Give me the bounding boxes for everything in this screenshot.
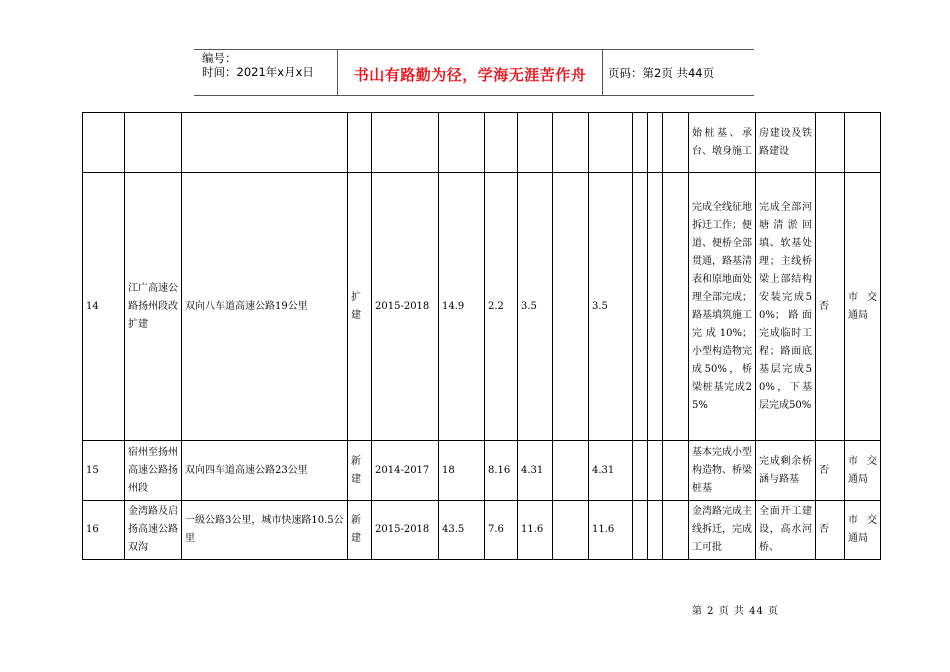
cell-total: 43.5 (439, 501, 485, 560)
cell-plan-c: 11.6 (589, 501, 633, 560)
header-bottom-rule (194, 95, 754, 96)
cell-scale: 一级公路3公里，城市快速路10.5公里 (182, 501, 348, 560)
cell-target: 全面开工建设，高水河桥、 (756, 501, 816, 560)
cell-flag: 否 (816, 441, 845, 501)
table-row (83, 173, 881, 441)
cell-plan-c (589, 113, 633, 173)
cell-plan-b (553, 113, 589, 173)
cell-blank (663, 113, 689, 173)
cell-type (348, 113, 372, 173)
cell-dept (845, 113, 881, 173)
cell-type: 新建 (348, 501, 372, 560)
cell-progress: 完成全线征地拆迁工作；便道、便桥全部贯通，路基清表和原地面处理全部完成；路基填筑施工完成10%；小型构造物完成50%，桥梁桩基完成25% (689, 173, 756, 441)
cell-blank (648, 113, 663, 173)
cell-name: 金湾路及启扬高速公路双沟 (125, 501, 182, 560)
cell-dept: 市交通局 (845, 173, 881, 441)
cell-type: 扩建 (348, 173, 372, 441)
cell-scale: 双向四车道高速公路23公里 (182, 441, 348, 501)
page-footer: 第 2 页 共 44 页 (692, 606, 779, 617)
cell-blank (663, 441, 689, 501)
cell-plan-c: 3.5 (589, 173, 633, 441)
cell-flag: 否 (816, 173, 845, 441)
cell-plan-a (518, 113, 553, 173)
cell-plan-b (553, 441, 589, 501)
cell-blank (663, 173, 689, 441)
cell-blank (648, 501, 663, 560)
cell-done: 8.16 (485, 441, 518, 501)
cell-no: 16 (83, 501, 125, 560)
header-divider-right (602, 49, 603, 96)
cell-target: 完成全部河塘清淤回填、软基处理；主线桥梁上部结构安装完成50%；路面完成临时工程；路面底基层完成50%，下基层完成50% (756, 173, 816, 441)
table-row (83, 501, 881, 560)
header-meta (202, 51, 314, 79)
serial-label: 编号： (202, 51, 237, 65)
cell-name: 江广高速公路扬州段改扩建 (125, 173, 182, 441)
page-label: 页码：第2页 共44页 (608, 66, 715, 80)
cell-dept: 市交通局 (845, 441, 881, 501)
cell-blank (633, 113, 648, 173)
cell-done: 2.2 (485, 173, 518, 441)
cell-blank (633, 501, 648, 560)
cell-period: 2014-2017 (372, 441, 439, 501)
cell-blank (648, 441, 663, 501)
cell-period: 2015-2018 (372, 173, 439, 441)
table-row-continued (83, 113, 881, 173)
cell-target: 完成剩余桥涵与路基 (756, 441, 816, 501)
cell-blank (663, 501, 689, 560)
cell-no: 15 (83, 441, 125, 501)
cell-total: 18 (439, 441, 485, 501)
cell-dept: 市交通局 (845, 501, 881, 560)
cell-total (439, 113, 485, 173)
cell-flag: 否 (816, 501, 845, 560)
cell-plan-c: 4.31 (589, 441, 633, 501)
project-table (82, 112, 881, 560)
table-row (83, 441, 881, 501)
motto: 书山有路勤为径，学海无涯苦作舟 (353, 66, 587, 84)
cell-plan-b (553, 173, 589, 441)
cell-no: 14 (83, 173, 125, 441)
page-header (194, 49, 754, 96)
cell-period (372, 113, 439, 173)
time-label: 时间：2021年x月x日 (202, 65, 314, 79)
cell-name: 宿州至扬州高速公路扬州段 (125, 441, 182, 501)
cell-blank (648, 173, 663, 441)
cell-total: 14.9 (439, 173, 485, 441)
cell-blank (633, 441, 648, 501)
header-top-rule (194, 49, 754, 50)
cell-plan-a: 4.31 (518, 441, 553, 501)
cell-progress: 基本完成小型构造物、桥梁桩基 (689, 441, 756, 501)
cell-type: 新建 (348, 441, 372, 501)
cell-plan-a: 3.5 (518, 173, 553, 441)
cell-name (125, 113, 182, 173)
cell-target: 房建设及铁路建设 (756, 113, 816, 173)
cell-blank (633, 173, 648, 441)
cell-plan-b (553, 501, 589, 560)
cell-progress: 金湾路完成主线拆迁，完成工可批 (689, 501, 756, 560)
cell-period: 2015-2018 (372, 501, 439, 560)
cell-flag (816, 113, 845, 173)
cell-plan-a: 11.6 (518, 501, 553, 560)
cell-done: 7.6 (485, 501, 518, 560)
cell-scale: 双向八车道高速公路19公里 (182, 173, 348, 441)
cell-scale (182, 113, 348, 173)
cell-no (83, 113, 125, 173)
cell-progress: 始桩基、承台、墩身施工 (689, 113, 756, 173)
cell-done (485, 113, 518, 173)
